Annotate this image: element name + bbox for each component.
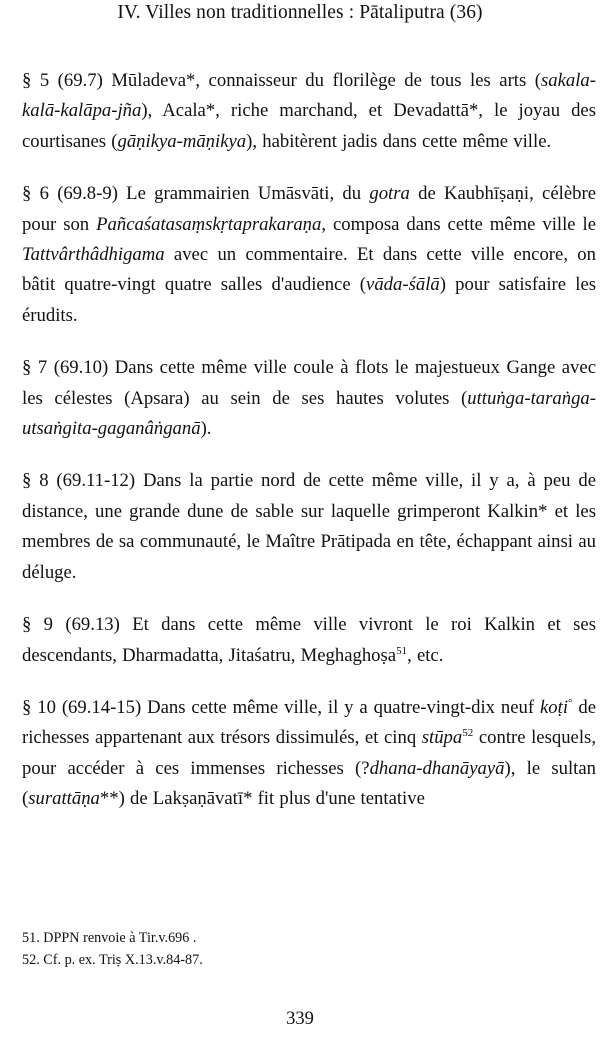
italic-term: uttuṅga-taraṅga-utsaṅgita-gaganâṅganā [22,387,596,440]
text-run: ), Acala*, riche marchand, et Devadattā*, le joyau des courtisanes ( [22,100,596,152]
footnote-marker: 52 [462,727,474,740]
running-header: IV. Villes non traditionnelles : Pātaliputra (36) [117,2,483,23]
italic-term: koṭi [540,696,569,718]
italic-term: stūpa [421,727,463,749]
footnotes [22,928,582,971]
text-run: § 7 (69.10) Dans cette même ville coule à flots le majestueux Gange avec les célestes (Apsara) au sein de ses hautes volutes ( [22,357,596,409]
text-run: ). [200,418,212,440]
footnote-51: 51. DPPN renvoie à Tir.v.696 . [22,930,197,946]
text-run: § 10 (69.14-15) Dans cette même ville, il y a quatre-vingt-dix neuf [22,696,541,718]
text-run: ), habitèrent jadis dans cette même ville. [246,130,552,152]
text-run: § 5 (69.7) Mūladeva*, connaisseur du florilège de tous les arts ( [22,70,541,91]
italic-term: sakala-kalā-kalāpa-jña [22,70,596,122]
text-run: , composa dans cette même ville le [321,213,596,235]
italic-term: surattāṇa [28,788,100,810]
footnote-marker: 51 [396,644,408,657]
main-text [22,66,596,837]
text-run: § 6 (69.8-9) Le grammairien Umāsvāti, du [22,183,370,205]
text-run: de richesses appartenant aux trésors dissimulés, et cinq [22,696,596,749]
paragraph-section-9 [22,610,596,671]
text-run: , etc. [407,644,444,666]
text-run: contre lesquels, pour accéder à ces immenses richesses (? [22,727,596,779]
paragraph-section-8 [22,466,596,588]
italic-term: Pañcaśatasaṃskṛtaprakaraṇa [96,213,322,235]
paragraph-section-10 [22,693,596,815]
text-run: **) de Lakṣaṇāvatī* fit plus d'une tentative [99,788,425,810]
italic-term: Tattvârthâdhigama [22,244,165,266]
text-run: § 9 (69.13) Et dans cette même ville vivront le roi Kalkin et ses descendants, Dharmadatta, Jitaśatru, Meghaghoṣa [22,614,596,666]
page-number: 339 [286,1009,314,1029]
text-run: avec un commentaire. Et dans cette ville encore, on bâtit quatre-vingt quatre salles d'audience ( [22,244,596,296]
text-run: ) pour satisfaire les érudits. [22,274,597,326]
text-run: de Kaubhīṣaṇi, célèbre pour son [22,183,596,235]
footnote-52: 52. Cf. p. ex. Triṣ X.13.v.84-87. [22,951,203,968]
italic-term: gotra [369,183,410,205]
italic-term: vāda-śālā [366,274,440,296]
text-run: § 8 (69.11-12) Dans la partie nord de cette même ville, il y a, à peu de distance, une grande dune de sable sur laquelle grimperont Kalkin* et les membres de sa communauté, le Maître Prātipada en tête, échappant ainsi au déluge. [22,470,596,583]
italic-term: gāṇikya-māṇikya [117,130,247,152]
italic-term: dhana-dhanāyayā [369,757,505,779]
text-run: ), le sultan ( [22,757,596,810]
paragraph-section-6 [22,179,596,331]
paragraph-section-7 [22,353,596,444]
footnote-marker: ° [568,696,573,709]
paragraph-section-5 [22,66,596,157]
